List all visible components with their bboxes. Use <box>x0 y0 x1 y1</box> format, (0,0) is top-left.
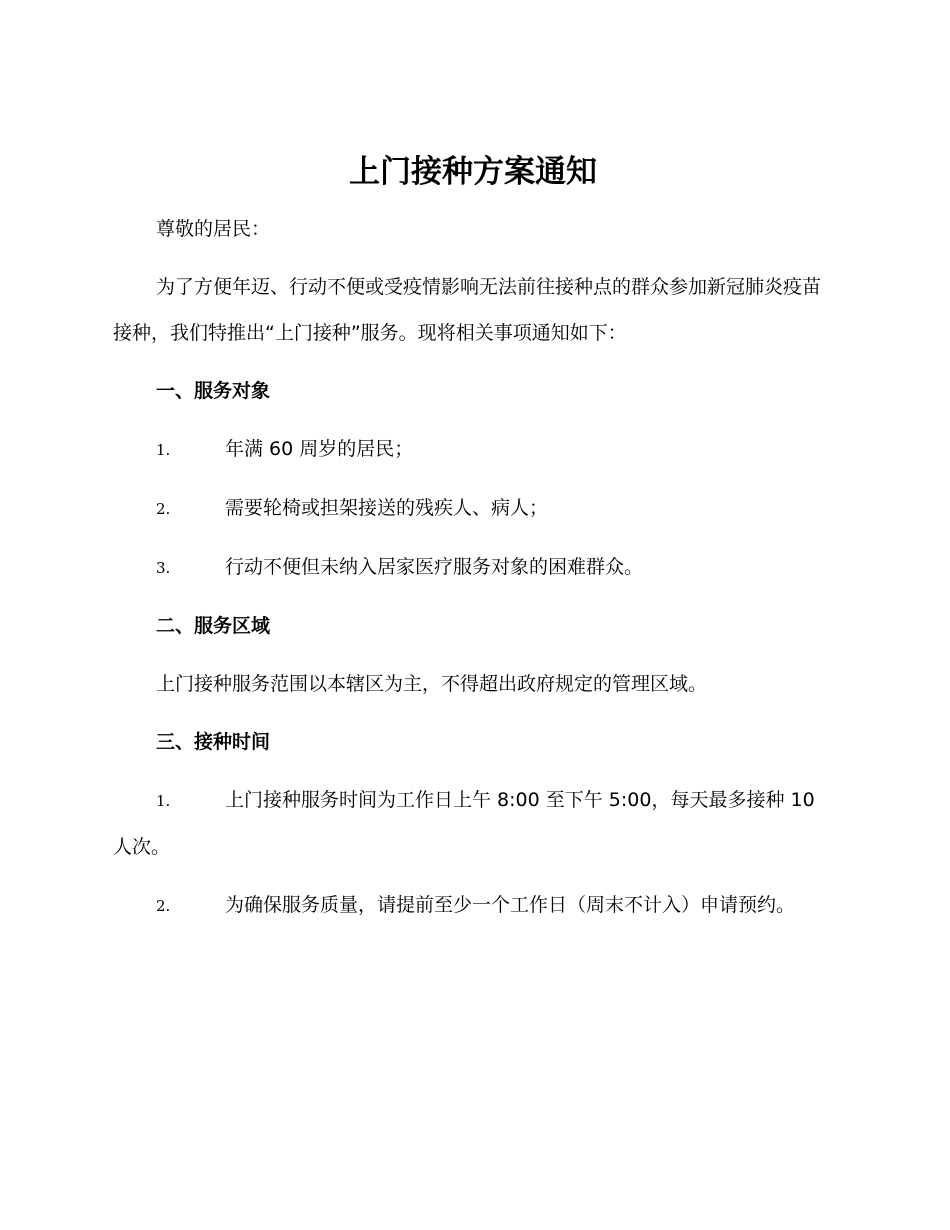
list-item-text: 年满 60 周岁的居民； <box>225 438 414 460</box>
document-title: 上门接种方案通知 <box>349 154 597 190</box>
list-item-text: 需要轮椅或担架接送的残疾人、病人； <box>225 497 549 519</box>
list-item <box>113 544 833 591</box>
list-item <box>113 882 833 929</box>
document-page <box>113 150 833 941</box>
section-heading-vaccination-time: 三、接种时间 <box>156 731 271 753</box>
list-item-number: 3. <box>156 559 171 577</box>
list-item <box>113 485 833 532</box>
salutation: 尊敬的居民： <box>156 218 271 240</box>
list-item-text: 为确保服务质量，请提前至少一个工作日（周末不计入）申请预约。 <box>225 894 796 916</box>
section-heading-service-area: 二、服务区域 <box>156 615 271 637</box>
list-item-number: 1. <box>156 441 171 459</box>
service-area-paragraph: 上门接种服务范围以本辖区为主，不得超出政府规定的管理区域。 <box>156 673 708 695</box>
list-item <box>113 777 833 870</box>
section-heading-service-targets: 一、服务对象 <box>156 380 271 402</box>
list-item <box>113 426 833 473</box>
list-item-text: 行动不便但未纳入居家医疗服务对象的困难群众。 <box>225 556 644 578</box>
list-item-number: 2. <box>156 500 171 518</box>
list-item-text: 上门接种服务时间为工作日上午 8:00 至下午 5:00，每天最多接种 10 人次。 <box>113 789 815 858</box>
list-item-number: 1. <box>156 792 171 810</box>
intro-paragraph: 为了方便年迈、行动不便或受疫情影响无法前往接种点的群众参加新冠肺炎疫苗接种，我们特推出“上门接种”服务。现将相关事项通知如下： <box>113 276 822 344</box>
list-item-number: 2. <box>156 897 171 915</box>
